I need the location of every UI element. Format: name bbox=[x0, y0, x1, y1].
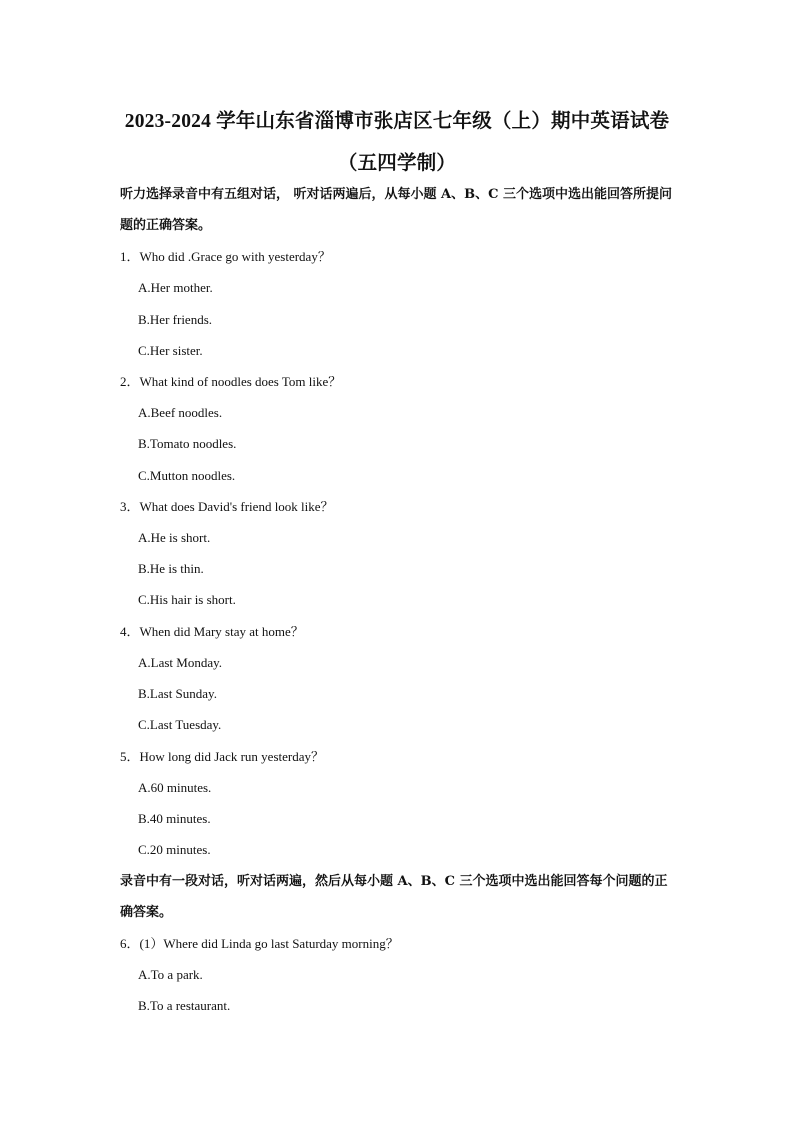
question-3: 3．What does David's friend look like？ bbox=[120, 499, 334, 514]
question-2-option-b: B.Tomato noodles. bbox=[138, 436, 237, 451]
question-5-option-c: C.20 minutes. bbox=[138, 842, 211, 857]
page-subtitle: （五四学制） bbox=[337, 153, 457, 174]
question-3-option-c: C.His hair is short. bbox=[138, 592, 236, 607]
question-6-option-b: B.To a restaurant. bbox=[138, 998, 231, 1013]
question-3-option-a: A.He is short. bbox=[138, 530, 211, 545]
question-4-option-c: C.Last Tuesday. bbox=[138, 717, 222, 732]
page-title: 2023-2024 学年山东省淄博市张店区七年级（上）期中英语试卷 bbox=[124, 111, 670, 132]
section-instruction-2: 录音中有一段对话，听对话两遍，然后从每小题 A、B、C 三个选项中选出能回答每个问题的正确答案。 bbox=[120, 874, 668, 920]
question-1-option-c: C.Her sister. bbox=[138, 343, 203, 358]
question-1: 1．Who did .Grace go with yesterday？ bbox=[120, 249, 331, 264]
question-4-option-b: B.Last Sunday. bbox=[138, 686, 217, 701]
question-4: 4．When did Mary stay at home？ bbox=[120, 624, 304, 639]
question-6: 6．(1）Where did Linda go last Saturday morning？ bbox=[120, 936, 399, 951]
question-6-option-a: A.To a park. bbox=[138, 967, 203, 982]
question-1-option-a: A.Her mother. bbox=[138, 280, 213, 295]
question-5-option-b: B.40 minutes. bbox=[138, 811, 211, 826]
question-2: 2．What kind of noodles does Tom like？ bbox=[120, 374, 342, 389]
question-5: 5．How long did Jack run yesterday？ bbox=[120, 749, 324, 764]
question-5-option-a: A.60 minutes. bbox=[138, 780, 212, 795]
question-3-option-b: B.He is thin. bbox=[138, 561, 204, 576]
question-1-option-b: B.Her friends. bbox=[138, 312, 213, 327]
question-2-option-c: C.Mutton noodles. bbox=[138, 468, 236, 483]
section-instruction-1: 听力选择录音中有五组对话， 听对话两遍后，从每小题 A、B、C 三个选项中选出能回答所提问题的正确答案。 bbox=[120, 187, 672, 233]
question-2-option-a: A.Beef noodles. bbox=[138, 405, 223, 420]
question-4-option-a: A.Last Monday. bbox=[138, 655, 223, 670]
